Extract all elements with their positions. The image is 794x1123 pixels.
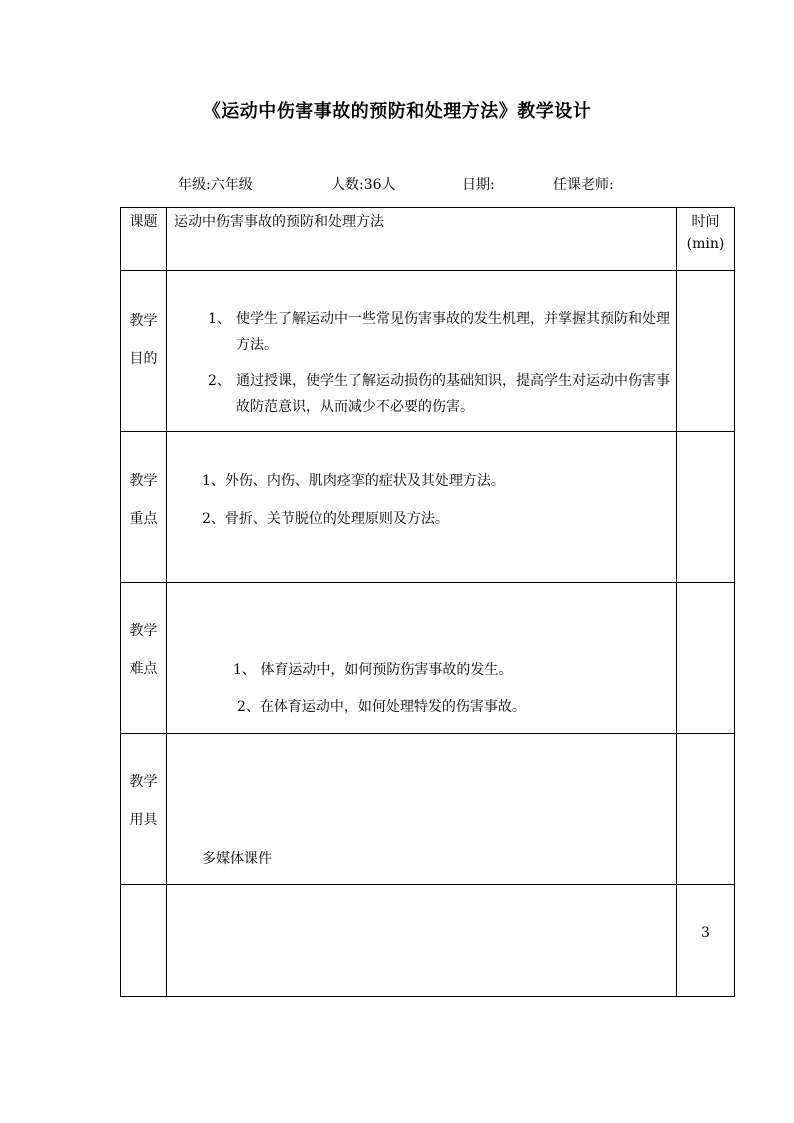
- difficulties-label-line2: 难点: [129, 661, 158, 677]
- objectives-label-cell: [121, 271, 167, 432]
- objective-1-number: 1、: [208, 311, 231, 327]
- teacher-field: 任课老师:: [553, 177, 614, 193]
- table-row-objectives: [121, 271, 735, 432]
- objective-2-text: 通过授课，使学生了解运动损伤的基础知识，提高学生对运动中伤害事故防范意识，从而减少不必要的伤害。: [236, 373, 670, 415]
- final-label-cell: [121, 885, 167, 997]
- final-time-value: 3: [701, 925, 710, 941]
- tools-time-cell: [677, 734, 735, 885]
- document-title: 《运动中伤害事故的预防和处理方法》教学设计: [202, 101, 592, 122]
- table-row-final: [121, 885, 735, 997]
- difficulty-2: 2、在体育运动中，如何处理特发的伤害事故。: [237, 699, 526, 715]
- topic-label-cell: [121, 208, 167, 271]
- time-header-unit: (min): [686, 236, 725, 252]
- difficulties-cell: [167, 583, 677, 734]
- grade-field: 年级:六年级: [178, 177, 253, 193]
- objectives-label-line2: 目的: [129, 351, 158, 367]
- key-point-1: 1、外伤、内伤、肌肉痉挛的症状及其处理方法。: [202, 473, 505, 489]
- difficulty-1: 1、 体育运动中，如何预防伤害事故的发生。: [233, 662, 513, 678]
- topic-label: 课题: [129, 214, 158, 230]
- time-header-label: 时间: [691, 214, 720, 230]
- key-points-time-cell: [677, 432, 735, 583]
- objectives-cell: [167, 271, 677, 432]
- table-row-topic: [121, 208, 735, 271]
- final-content-cell: [167, 885, 677, 997]
- tools-label-line2: 用具: [129, 812, 158, 828]
- key-points-label-line2: 重点: [129, 511, 158, 527]
- topic-cell: [167, 208, 677, 271]
- topic-text: 运动中伤害事故的预防和处理方法: [174, 214, 384, 230]
- tools-content: 多媒体课件: [202, 851, 272, 867]
- key-points-cell: [167, 432, 677, 583]
- student-count-field: 人数:36人: [331, 177, 396, 193]
- objective-1-text: 使学生了解运动中一些常见伤害事故的发生机理，并掌握其预防和处理方法。: [236, 311, 670, 353]
- table-row-difficulties: [121, 583, 735, 734]
- tools-label-cell: [121, 734, 167, 885]
- key-points-label-line1: 教学: [129, 473, 158, 489]
- difficulties-time-cell: [677, 583, 735, 734]
- table-row-tools: [121, 734, 735, 885]
- objectives-label-line1: 教学: [129, 313, 158, 329]
- table-row-key-points: [121, 432, 735, 583]
- tools-cell: [167, 734, 677, 885]
- objective-2-number: 2、: [208, 373, 231, 389]
- key-point-2: 2、骨折、关节脱位的处理原则及方法。: [202, 511, 449, 527]
- final-time-cell: [677, 885, 735, 997]
- key-points-label-cell: [121, 432, 167, 583]
- time-header-cell: [677, 208, 735, 271]
- objectives-time-cell: [677, 271, 735, 432]
- lesson-plan-table: [120, 207, 735, 997]
- tools-label-line1: 教学: [129, 774, 158, 790]
- difficulties-label-line1: 教学: [129, 623, 158, 639]
- difficulties-label-cell: [121, 583, 167, 734]
- date-field: 日期:: [462, 177, 495, 193]
